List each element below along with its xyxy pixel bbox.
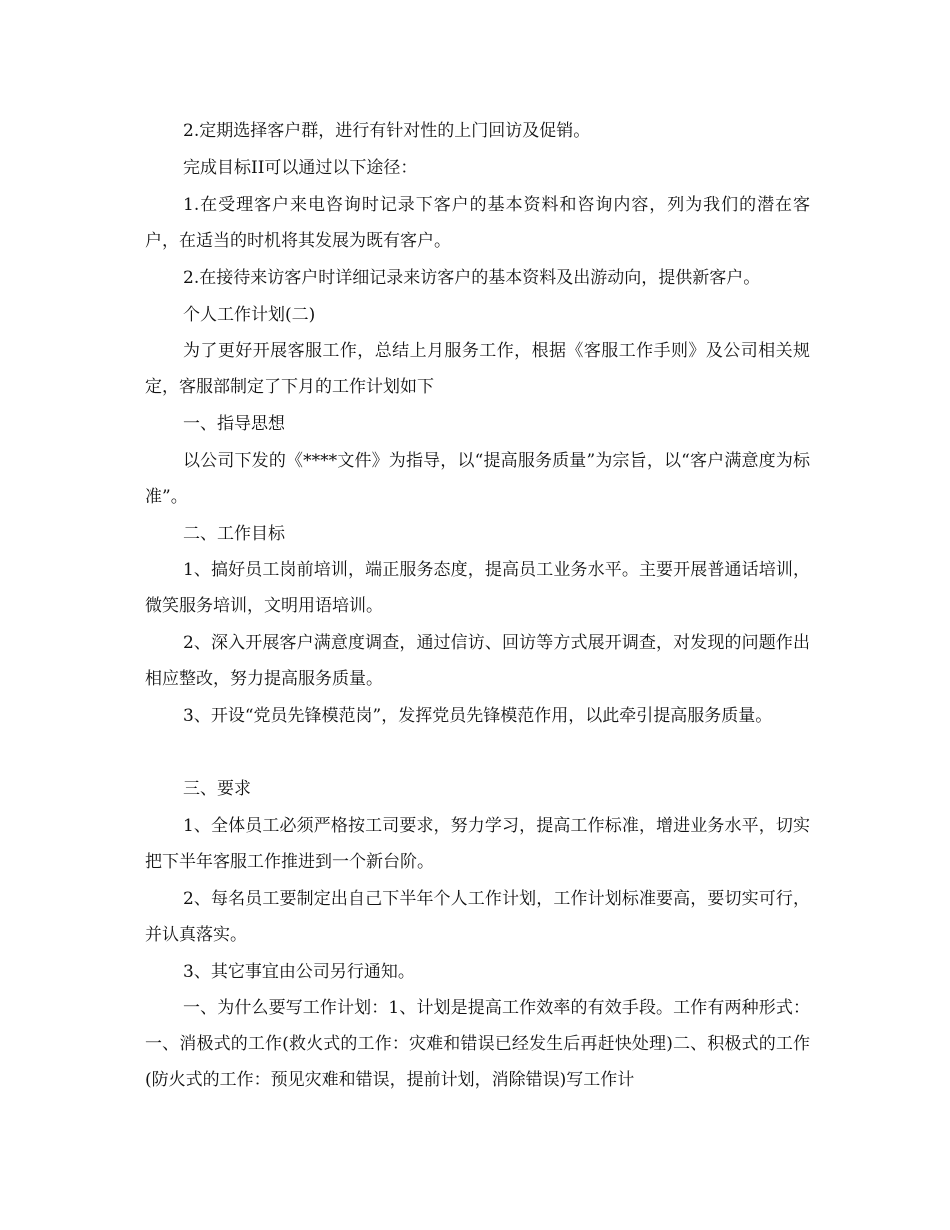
paragraph-12: 3、开设“党员先锋模范岗”，发挥党员先锋模范作用，以此牵引提高服务质量。 [183, 706, 773, 726]
paragraph-17: 一、为什么要写工作计划：1、计划是提高工作效率的有效手段。工作有两种形式：一、消极式的工作(救火式的工作：灾难和错误已经发生后再赶快处理)二、积极式的工作(防火式的工作：预见灾难和错误，提前计划，消除错误)写工作计 [145, 998, 810, 1090]
paragraph-10: 1、搞好员工岗前培训，端正服务态度，提高员工业务水平。主要开展普通话培训，微笑服务培训，文明用语培训。 [145, 560, 810, 616]
paragraph-6: 为了更好开展客服工作，总结上月服务工作，根据《客服工作手则》及公司相关规定，客服部制定了下月的工作计划如下 [145, 341, 810, 397]
paragraph-16: 3、其它事宜由公司另行通知。 [183, 962, 415, 982]
paragraph-13: 三、要求 [183, 779, 251, 799]
paragraph-15: 2、每名员工要制定出自己下半年个人工作计划，工作计划标准要高，要切实可行，并认真落实。 [145, 889, 810, 945]
paragraph-5: 个人工作计划(二) [183, 305, 316, 325]
paragraph-4: 2.在接待来访客户时详细记录来访客户的基本资料及出游动向，提供新客户。 [183, 268, 761, 288]
paragraph-3: 1.在受理客户来电咨询时记录下客户的基本资料和咨询内容，列为我们的潜在客户，在适当的时机将其发展为既有客户。 [145, 195, 810, 251]
paragraph-11: 2、深入开展客户满意度调查，通过信访、回访等方式展开调查，对发现的问题作出相应整改，努力提高服务质量。 [145, 633, 810, 689]
paragraph-8: 以公司下发的《****文件》为指导，以“提高服务质量”为宗旨，以“客户满意度为标准”。 [145, 451, 810, 507]
paragraph-2: 完成目标II可以通过以下途径： [183, 158, 418, 178]
paragraph-9: 二、工作目标 [183, 524, 285, 544]
paragraph-1: 2.定期选择客户群，进行有针对性的上门回访及促销。 [183, 121, 591, 141]
paragraph-14: 1、全体员工必须严格按工司要求，努力学习，提高工作标准，增进业务水平，切实把下半年客服工作推进到一个新台阶。 [145, 816, 810, 872]
paragraph-7: 一、指导思想 [183, 414, 285, 434]
